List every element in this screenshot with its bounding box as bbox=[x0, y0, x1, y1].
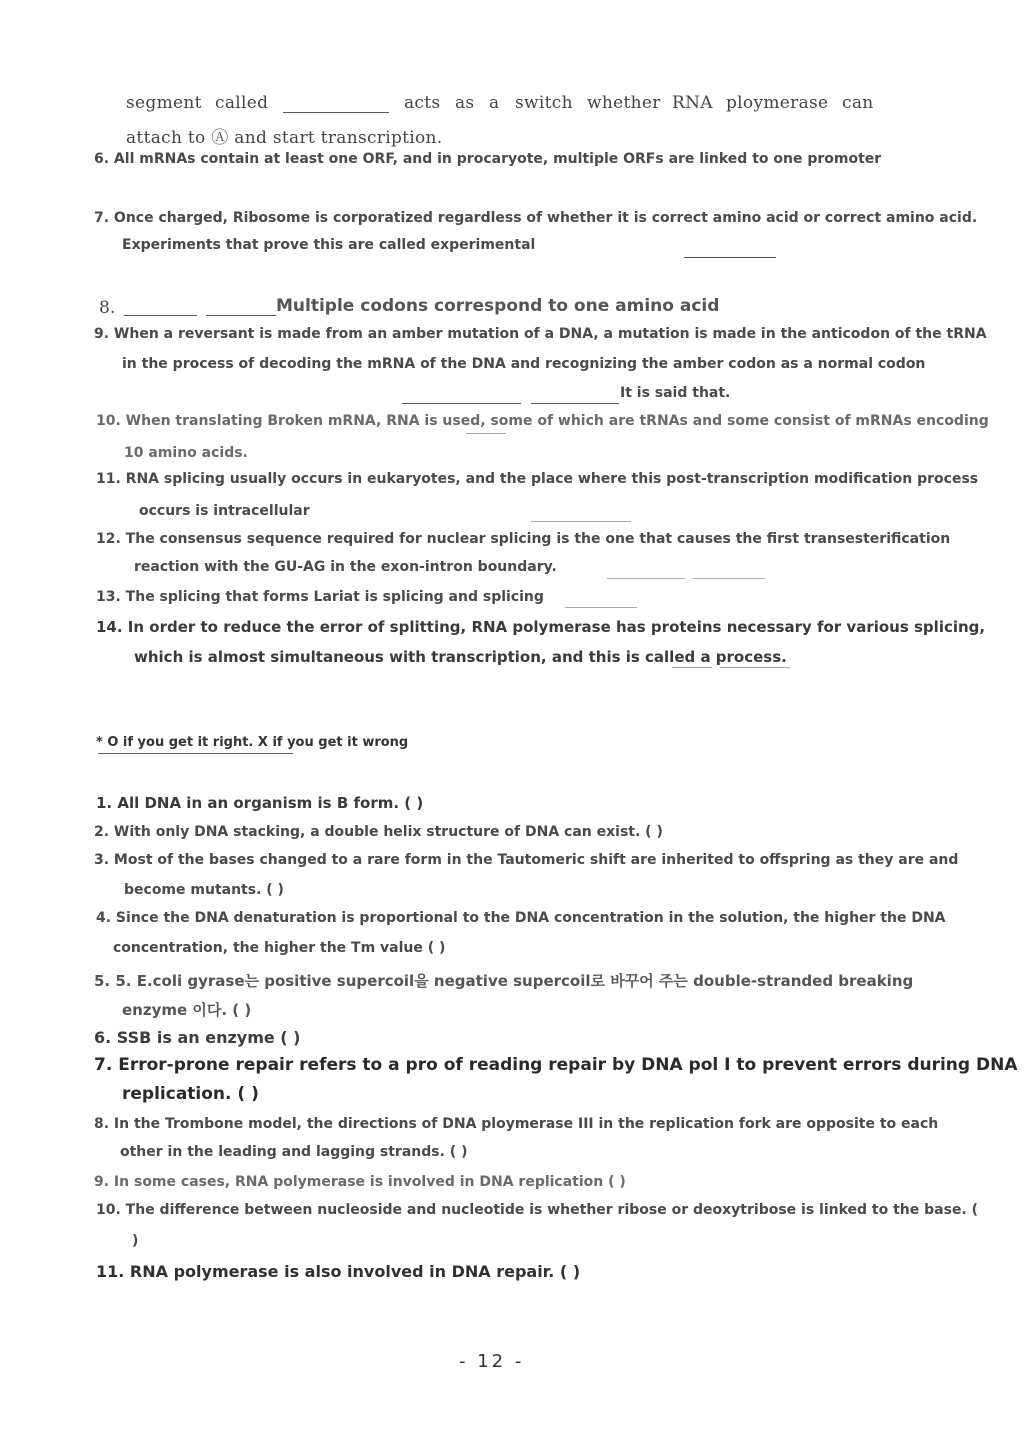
ox-question-11: 11. RNA polymerase is also involved in DNA repair. ( ) bbox=[96, 1262, 581, 1281]
ox-heading: * O if you get it right. X if you get it wrong bbox=[96, 735, 409, 750]
ox-question-5-line2: enzyme 이다. ( ) bbox=[122, 1001, 252, 1019]
item5-blank[interactable] bbox=[283, 112, 389, 113]
fill-item-11-line2: occurs is intracellular bbox=[139, 503, 310, 519]
fill-item-11-line1: 11. RNA splicing usually occurs in eukaryotes, and the place where this post-transcription modification process bbox=[96, 471, 979, 487]
fill-item-12-line1: 12. The consensus sequence required for nuclear splicing is the one that causes the first transesterification bbox=[96, 531, 951, 547]
item12-blank-2[interactable] bbox=[693, 578, 765, 579]
item9-blank-1[interactable] bbox=[402, 403, 521, 404]
fill-item-14-line1: 14. In order to reduce the error of splitting, RNA polymerase has proteins necessary for various splicing, bbox=[96, 618, 986, 636]
item7-blank[interactable] bbox=[684, 257, 776, 258]
item5-word-can: can bbox=[842, 93, 874, 113]
ox-question-2: 2. With only DNA stacking, a double helix structure of DNA can exist. ( ) bbox=[94, 824, 663, 840]
ox-question-10-line1: 10. The difference between nucleoside and nucleotide is whether ribose or deoxytribose is linked to the base. ( bbox=[96, 1202, 979, 1218]
item8-blank-1[interactable] bbox=[124, 315, 197, 316]
fill-item-10-line2: 10 amino acids. bbox=[124, 445, 248, 461]
ox-question-1: 1. All DNA in an organism is B form. ( ) bbox=[96, 794, 424, 812]
item5-word-rna: RNA bbox=[672, 93, 713, 113]
item9-blank-2[interactable] bbox=[531, 403, 619, 404]
fill-item-10-line1: 10. When translating Broken mRNA, RNA is used, some of which are tRNAs and some consist of mRNAs encoding bbox=[96, 413, 989, 429]
item10-blank[interactable] bbox=[466, 433, 506, 434]
ox-question-7-line1: 7. Error-prone repair refers to a pro of reading repair by DNA pol I to prevent errors during DNA bbox=[94, 1055, 1018, 1075]
ox-question-9: 9. In some cases, RNA polymerase is involved in DNA replication ( ) bbox=[94, 1174, 626, 1190]
item5-word-called: called bbox=[215, 93, 269, 113]
item5-word-switch: switch bbox=[515, 93, 573, 113]
item5-word-a: a bbox=[489, 93, 500, 113]
fill-item-9-line3: It is said that. bbox=[620, 385, 731, 401]
item5-word-whether: whether bbox=[587, 93, 661, 113]
fill-item-12-line2: reaction with the GU-AG in the exon-intron boundary. bbox=[134, 559, 557, 575]
ox-question-3-line2: become mutants. ( ) bbox=[124, 882, 284, 898]
ox-question-4-line1: 4. Since the DNA denaturation is proportional to the DNA concentration in the solution, the higher the DNA bbox=[96, 910, 946, 926]
ox-question-10-line2: ) bbox=[132, 1233, 139, 1249]
ox-question-3-line1: 3. Most of the bases changed to a rare form in the Tautomeric shift are inherited to offspring as they are and bbox=[94, 852, 959, 868]
fill-item-9-line2: in the process of decoding the mRNA of the DNA and recognizing the amber codon as a normal codon bbox=[122, 356, 926, 372]
fill-item-13: 13. The splicing that forms Lariat is splicing and splicing bbox=[96, 589, 544, 605]
item5-word-segment: segment bbox=[126, 93, 202, 113]
fill-item-7-line1: 7. Once charged, Ribosome is corporatized regardless of whether it is correct amino acid or correct amino acid. bbox=[94, 210, 978, 226]
ox-heading-underline bbox=[98, 753, 293, 754]
ox-question-4-line2: concentration, the higher the Tm value ( ) bbox=[113, 940, 446, 956]
item14-blank-2[interactable] bbox=[720, 667, 790, 668]
fill-item-9-line1: 9. When a reversant is made from an amber mutation of a DNA, a mutation is made in the anticodon of the tRNA bbox=[94, 326, 987, 342]
fill-item-8-number: 8. bbox=[99, 298, 116, 318]
fill-item-6: 6. All mRNAs contain at least one ORF, and in procaryote, multiple ORFs are linked to one promoter bbox=[94, 151, 882, 167]
page-number: - 12 - bbox=[459, 1351, 525, 1372]
item12-blank-1[interactable] bbox=[607, 578, 685, 579]
fill-item-8-text: Multiple codons correspond to one amino acid bbox=[276, 296, 720, 316]
fill-item-7-line2: Experiments that prove this are called experimental bbox=[122, 237, 536, 253]
item14-blank-1[interactable] bbox=[672, 667, 712, 668]
ox-question-8-line2: other in the leading and lagging strands. ( ) bbox=[120, 1144, 468, 1160]
ox-question-8-line1: 8. In the Trombone model, the directions of DNA ploymerase III in the replication fork are opposite to each bbox=[94, 1116, 939, 1132]
item5-word-as: as bbox=[455, 93, 475, 113]
ox-question-6: 6. SSB is an enzyme ( ) bbox=[94, 1028, 301, 1047]
item11-blank[interactable] bbox=[531, 521, 631, 522]
ox-question-7-line2: replication. ( ) bbox=[122, 1084, 259, 1104]
item5-line2: attach to Ⓐ and start transcription. bbox=[126, 128, 443, 148]
item13-blank[interactable] bbox=[565, 607, 637, 608]
item5-word-ploymerase: ploymerase bbox=[726, 93, 829, 113]
fill-item-14-line2: which is almost simultaneous with transcription, and this is called a process. bbox=[134, 648, 787, 666]
item5-word-acts: acts bbox=[404, 93, 441, 113]
ox-question-5-line1: 5. 5. E.coli gyrase는 positive supercoil을 negative supercoil로 바꾸어 주는 double-stranded breaking bbox=[94, 972, 914, 990]
item8-blank-2[interactable] bbox=[206, 315, 276, 316]
